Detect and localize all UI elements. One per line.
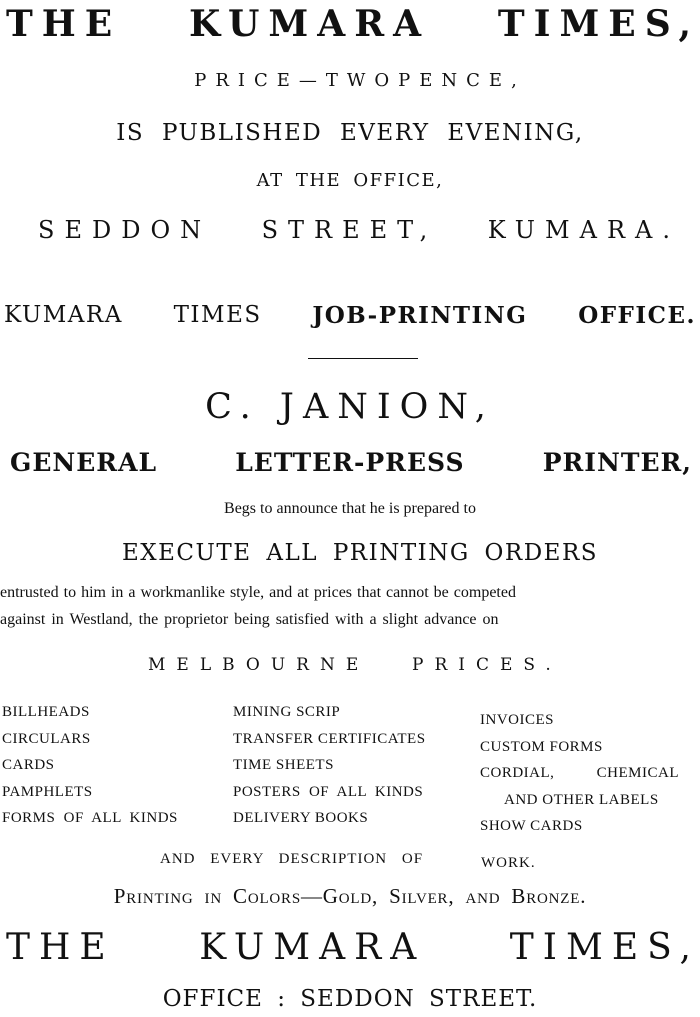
job-office-line [0,304,700,327]
footer-masthead-the: THE [6,927,115,968]
masthead-the: THE [6,3,122,45]
job-printing: JOB-PRINTING [312,302,528,329]
work-text: WORK. [481,855,536,871]
job-kumara: KUMARA [4,302,123,328]
footer-office-line: OFFICE : SEDDON STREET. [162,986,538,1012]
list-item: CORDIAL, CHEMICAL [480,765,679,781]
masthead-times: TIMES, [497,3,700,45]
list-item: TIME SHEETS [233,757,334,773]
address-street: STREET, [261,216,438,244]
every-description-text: AND EVERY DESCRIPTION OF [160,851,424,867]
proprietor-name: C. JANION, [205,387,495,427]
address-seddon: SEDDON [38,216,212,244]
list-item: POSTERS OF ALL KINDS [233,783,424,800]
footer-masthead [0,927,700,968]
job-times: TIMES [173,302,262,328]
services-col-3 [480,712,679,845]
services-col-2 [233,704,426,837]
list-item: CARDS [2,757,55,773]
melbourne-word: MELBOURNE [148,655,370,675]
trade-letterpress: LETTER-PRESS [235,448,465,477]
body-line-1: entrusted to him in a workmanlike style, and at prices that cannot be competed [0,584,516,601]
trade-general: GENERAL [10,448,158,477]
list-item: DELIVERY BOOKS [233,810,369,826]
list-item: CUSTOM FORMS [480,738,603,755]
footer-masthead-times: TIMES, [509,927,700,968]
job-office: OFFICE. [578,302,696,329]
colors-line: Printing in Colors—Gold, Silver, and Bronze. [113,884,587,908]
list-item: MINING SCRIP [233,704,341,720]
published-line: IS PUBLISHED EVERY EVENING, [116,120,584,146]
list-item: CIRCULARS [2,730,91,747]
price-line: PRICE—TWOPENCE, [194,70,526,91]
trade-printer: PRINTER, [542,448,692,477]
services-col-1 [2,704,178,837]
masthead-kumara: KUMARA [189,3,431,45]
prices-word: PRICES. [412,655,562,675]
list-item: PAMPHLETS [2,783,93,800]
list-item: FORMS OF ALL KINDS [2,810,178,826]
trade-line [0,450,700,475]
at-office-line: AT THE OFFICE, [256,170,444,191]
execute-line: EXECUTE ALL PRINTING ORDERS [121,540,599,566]
list-item: INVOICES [480,712,554,728]
list-item: TRANSFER CERTIFICATES [233,730,426,747]
address-kumara: KUMARA. [487,216,680,244]
footer-masthead-kumara: KUMARA [199,927,426,968]
list-item: BILLHEADS [2,704,90,720]
body-line-2: against in Westland, the proprietor being satisfied with a slight advance on [0,611,499,628]
masthead [0,3,700,45]
divider-rule [308,358,418,359]
announce-line: Begs to announce that he is prepared to [224,500,476,517]
list-item: AND OTHER LABELS [504,791,659,808]
list-item: SHOW CARDS [480,818,583,834]
address-line [0,218,700,242]
